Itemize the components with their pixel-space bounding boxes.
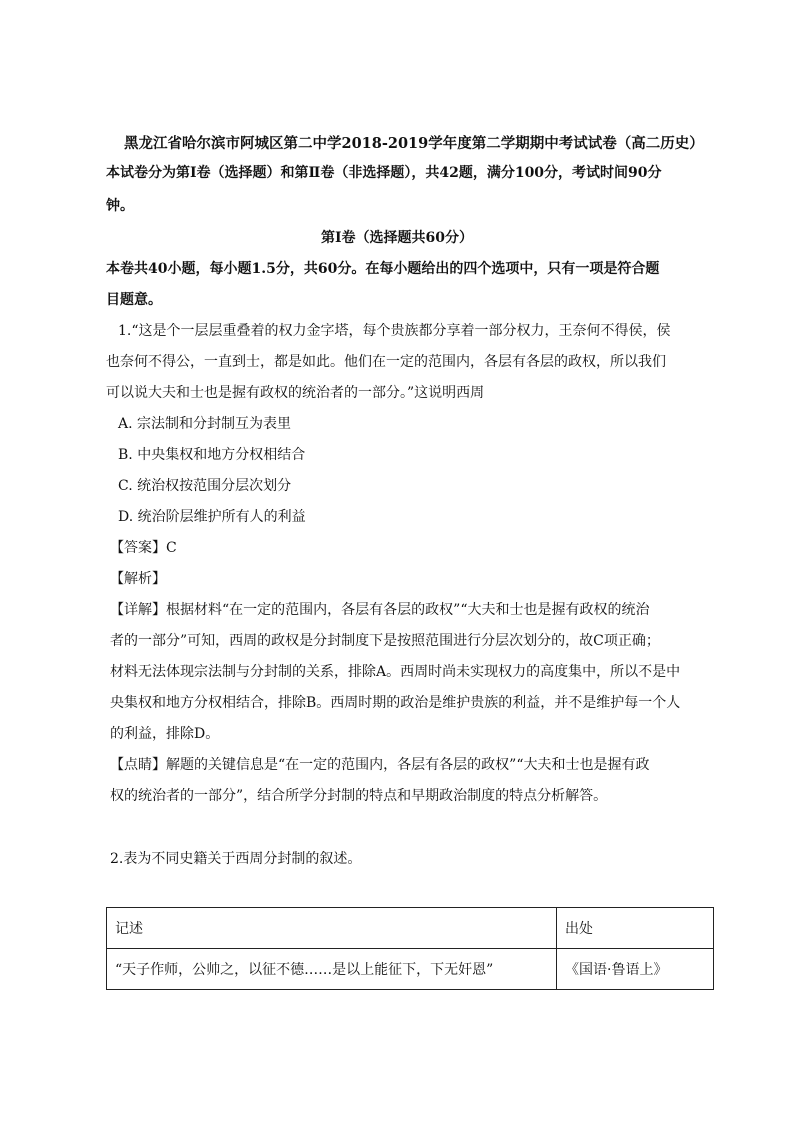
section-title: 第Ⅰ卷（选择题共60分） bbox=[320, 230, 474, 246]
question-1-option-d: D. 统治阶层维护所有人的利益 bbox=[118, 509, 306, 525]
table-header-row bbox=[107, 908, 714, 949]
table-row bbox=[107, 949, 714, 990]
question-1-option-a: A. 宗法制和分封制互为表里 bbox=[118, 416, 292, 432]
section-instructions-line-2: 目题意。 bbox=[106, 292, 162, 308]
exam-intro-line-2: 钟。 bbox=[106, 198, 134, 214]
question-1-tip-line-1: 【点睛】解题的关键信息是“在一定的范围内，各层有各层的政权”“大夫和士也是握有政 bbox=[110, 757, 650, 773]
question-1-analysis-label: 【解析】 bbox=[110, 571, 166, 587]
section-instructions-line-1: 本卷共40小题，每小题1.5分，共60分。在每小题给出的四个选项中，只有一项是符合题 bbox=[106, 261, 660, 277]
question-1-option-c: C. 统治权按范围分层次划分 bbox=[118, 478, 292, 494]
question-1-stem-line-1: 1.“这是个一层层重叠着的权力金字塔，每个贵族都分享着一部分权力，王奈何不得侯，侯 bbox=[118, 323, 671, 339]
table-cell-description: “天子作师，公帅之，以征不德……是以上能征下，下无奸恩” bbox=[107, 949, 557, 990]
question-1-tip-line-2: 权的统治者的一部分”，结合所学分封制的特点和早期政治制度的特点分析解答。 bbox=[110, 788, 608, 804]
question-1-detail-line-4: 央集权和地方分权相结合，排除B。西周时期的政治是维护贵族的利益，并不是维护每一个人 bbox=[110, 695, 681, 711]
exam-title: 黑龙江省哈尔滨市阿城区第二中学2018-2019学年度第二学期期中考试试卷（高二历史） bbox=[124, 135, 704, 152]
question-1-detail-line-1: 【详解】根据材料“在一定的范围内，各层有各层的政权”“大夫和士也是握有政权的统治 bbox=[110, 602, 650, 618]
question-1-detail-line-3: 材料无法体现宗法制与分封制的关系，排除A。西周时尚未实现权力的高度集中，所以不是中 bbox=[110, 664, 681, 680]
question-1-stem-line-2: 也奈何不得公，一直到士，都是如此。他们在一定的范围内，各层有各层的政权，所以我们 bbox=[106, 354, 666, 370]
question-1-detail-line-5: 的利益，排除D。 bbox=[110, 726, 220, 742]
question-1-stem-line-3: 可以说大夫和士也是握有政权的统治者的一部分。”这说明西周 bbox=[106, 385, 485, 401]
exam-intro-line-1: 本试卷分为第Ⅰ卷（选择题）和第Ⅱ卷（非选择题），共42题，满分100分，考试时间90分 bbox=[106, 165, 662, 181]
source-table bbox=[106, 907, 714, 990]
table-cell-source: 《国语·鲁语上》 bbox=[557, 949, 714, 990]
table-header-source: 出处 bbox=[557, 908, 714, 949]
question-1-option-b: B. 中央集权和地方分权相结合 bbox=[118, 447, 306, 463]
question-2-stem: 2.表为不同史籍关于西周分封制的叙述。 bbox=[110, 851, 362, 867]
table-header-description: 记述 bbox=[107, 908, 557, 949]
question-1-detail-line-2: 者的一部分”可知，西周的政权是分封制度下是按照范围进行分层次划分的，故C项正确； bbox=[110, 633, 660, 649]
question-1-answer: 【答案】C bbox=[110, 540, 177, 556]
